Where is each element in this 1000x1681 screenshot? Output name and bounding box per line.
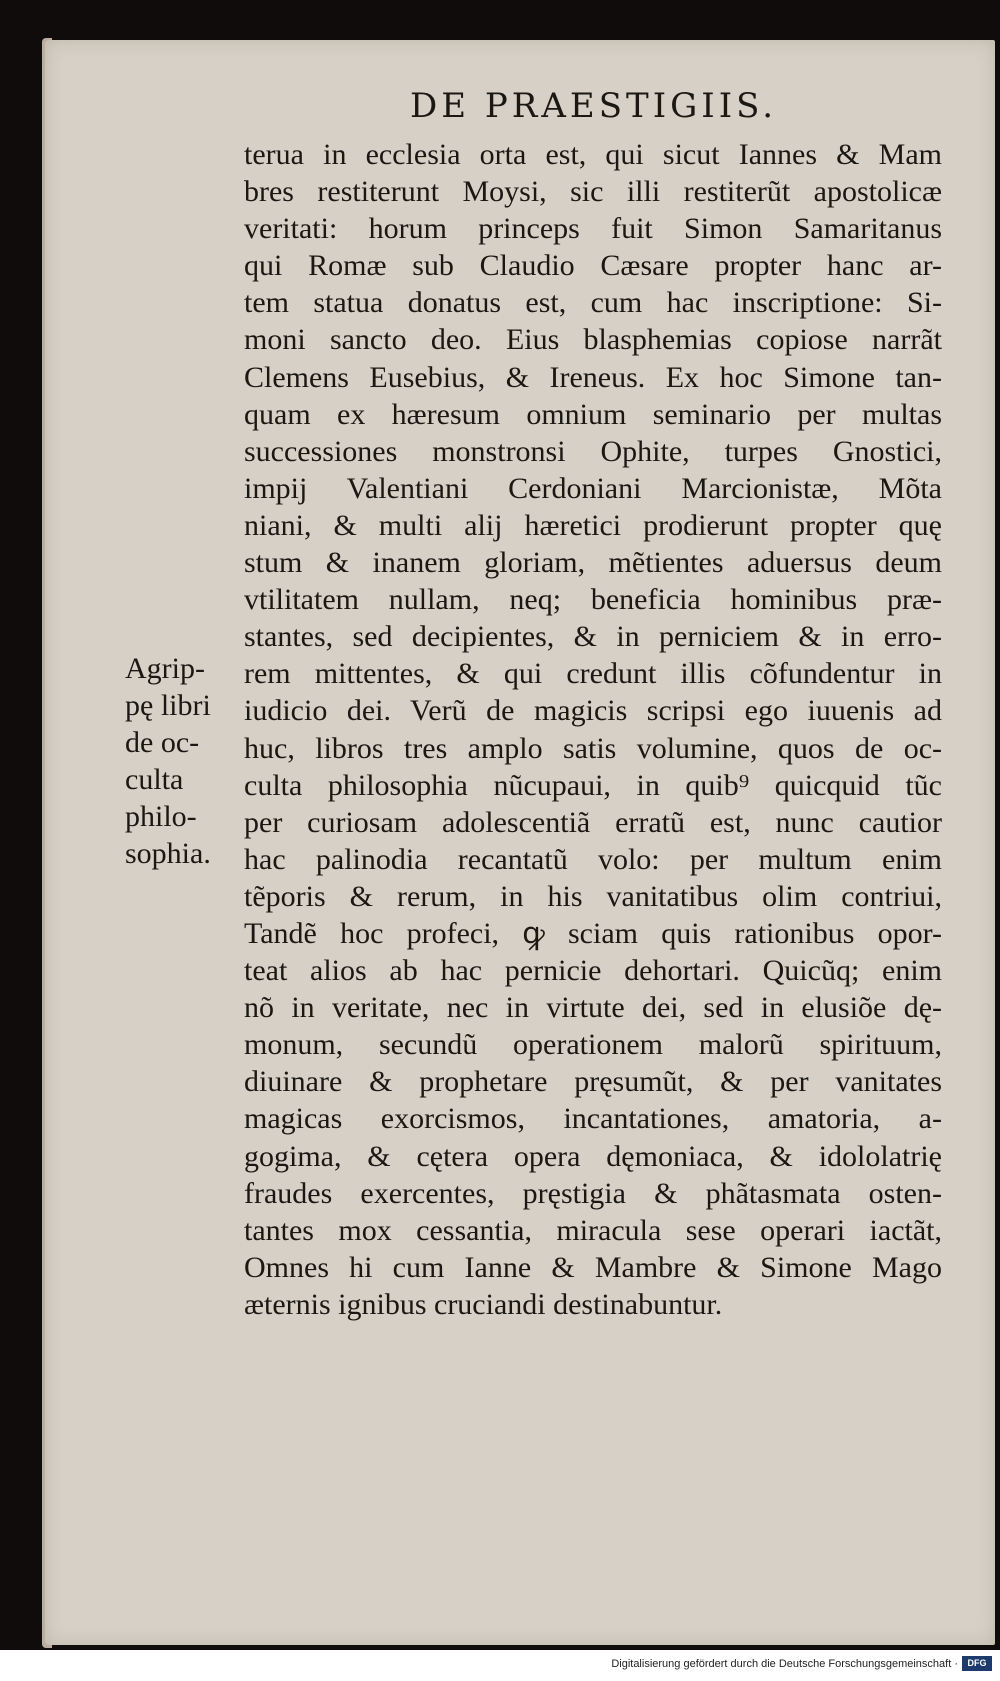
text-line: Omnes hi cum Ianne & Mambre & Simone Mago	[244, 1250, 942, 1284]
text-line: successiones monstronsi Ophite, turpes Gnostici,	[244, 434, 942, 468]
text-line: stantes, sed decipientes, & in perniciem & in erro-	[244, 620, 942, 654]
text-line: niani, & multi alij hæretici prodierunt propter quę	[244, 508, 942, 542]
body-text	[244, 136, 942, 1323]
text-line: monum, secundũ operationem malorũ spirituum,	[244, 1028, 942, 1062]
text-line: æternis ignibus cruciandi destinabuntur.	[244, 1287, 723, 1321]
text-line: per curiosam adolescentiã erratũ est, nunc cautior	[244, 805, 942, 839]
marginal-note-line: sophia.	[125, 837, 211, 871]
footer	[0, 1650, 1000, 1681]
text-line: quam ex hæresum omnium seminario per multas	[244, 397, 942, 431]
text-line: veritati: horum princeps fuit Simon Samaritanus	[244, 212, 942, 246]
text-line: stum & inanem gloriam, mẽtientes aduersus deum	[244, 546, 942, 580]
marginal-note-line: pę libri	[125, 689, 211, 723]
text-line: culta philosophia nũcupaui, in quib⁹ quicquid tũc	[244, 768, 942, 802]
text-line: tẽporis & rerum, in his vanitatibus olim contriui,	[244, 879, 942, 913]
dfg-logo[interactable]: DFG	[962, 1656, 992, 1671]
text-line: magicas exorcismos, incantationes, amatoria, a-	[244, 1102, 942, 1136]
text-line: rem mittentes, & qui credunt illis cõfundentur in	[244, 657, 942, 691]
text-line: hac palinodia recantatũ volo: per multum enim	[244, 842, 942, 876]
text-line: impij Valentiani Cerdoniani Marcionistæ, Mõta	[244, 471, 942, 505]
text-line: bres restiterunt Moysi, sic illi restiterũt apostolicæ	[244, 175, 942, 209]
text-line: iudicio dei. Verũ de magicis scripsi ego iuuenis ad	[244, 694, 942, 728]
text-line: tantes mox cessantia, miracula sese operari iactãt,	[244, 1213, 942, 1247]
marginal-note-line: culta	[125, 763, 184, 797]
text-line: fraudes exercentes, pręstigia & phãtasmata osten-	[244, 1176, 942, 1210]
text-line: teat alios ab hac pernicie dehortari. Quicũq; enim	[244, 954, 942, 988]
marginal-note-line: Agrip-	[125, 652, 205, 685]
text-line: Clemens Eusebius, & Ireneus. Ex hoc Simone tan-	[244, 360, 942, 394]
text-line: moni sancto deo. Eius blasphemias copiose narrãt	[244, 323, 942, 357]
marginal-note	[125, 650, 245, 873]
text-line: vtilitatem nullam, neq; beneficia hominibus præ-	[244, 583, 942, 617]
marginal-note-line: philo-	[125, 800, 197, 834]
text-line: huc, libros tres amplo satis volumine, quos de oc-	[244, 731, 942, 765]
marginal-note-line: de oc-	[125, 726, 200, 760]
text-line: tem statua donatus est, cum hac inscriptione: Si-	[244, 286, 942, 320]
text-line: diuinare & prophetare pręsumũt, & per vanitates	[244, 1065, 942, 1099]
running-head: DE PRAESTIGIIS.	[410, 86, 778, 126]
text-line: terua in ecclesia orta est, qui sicut Iannes & Mam	[244, 138, 942, 171]
text-line: gogima, & cętera opera dęmoniaca, & idololatrię	[244, 1139, 942, 1173]
text-line: qui Romæ sub Claudio Cæsare propter hanc ar-	[244, 249, 942, 283]
footer-credit: Digitalisierung gefördert durch die Deutsche Forschungsgemeinschaft ·	[611, 1658, 958, 1670]
text-line: Tandẽ hoc profeci, ꝙ sciam quis rationibus opor-	[244, 916, 942, 950]
text-line: nõ in veritate, nec in virtute dei, sed in elusiõe dę-	[244, 991, 942, 1025]
